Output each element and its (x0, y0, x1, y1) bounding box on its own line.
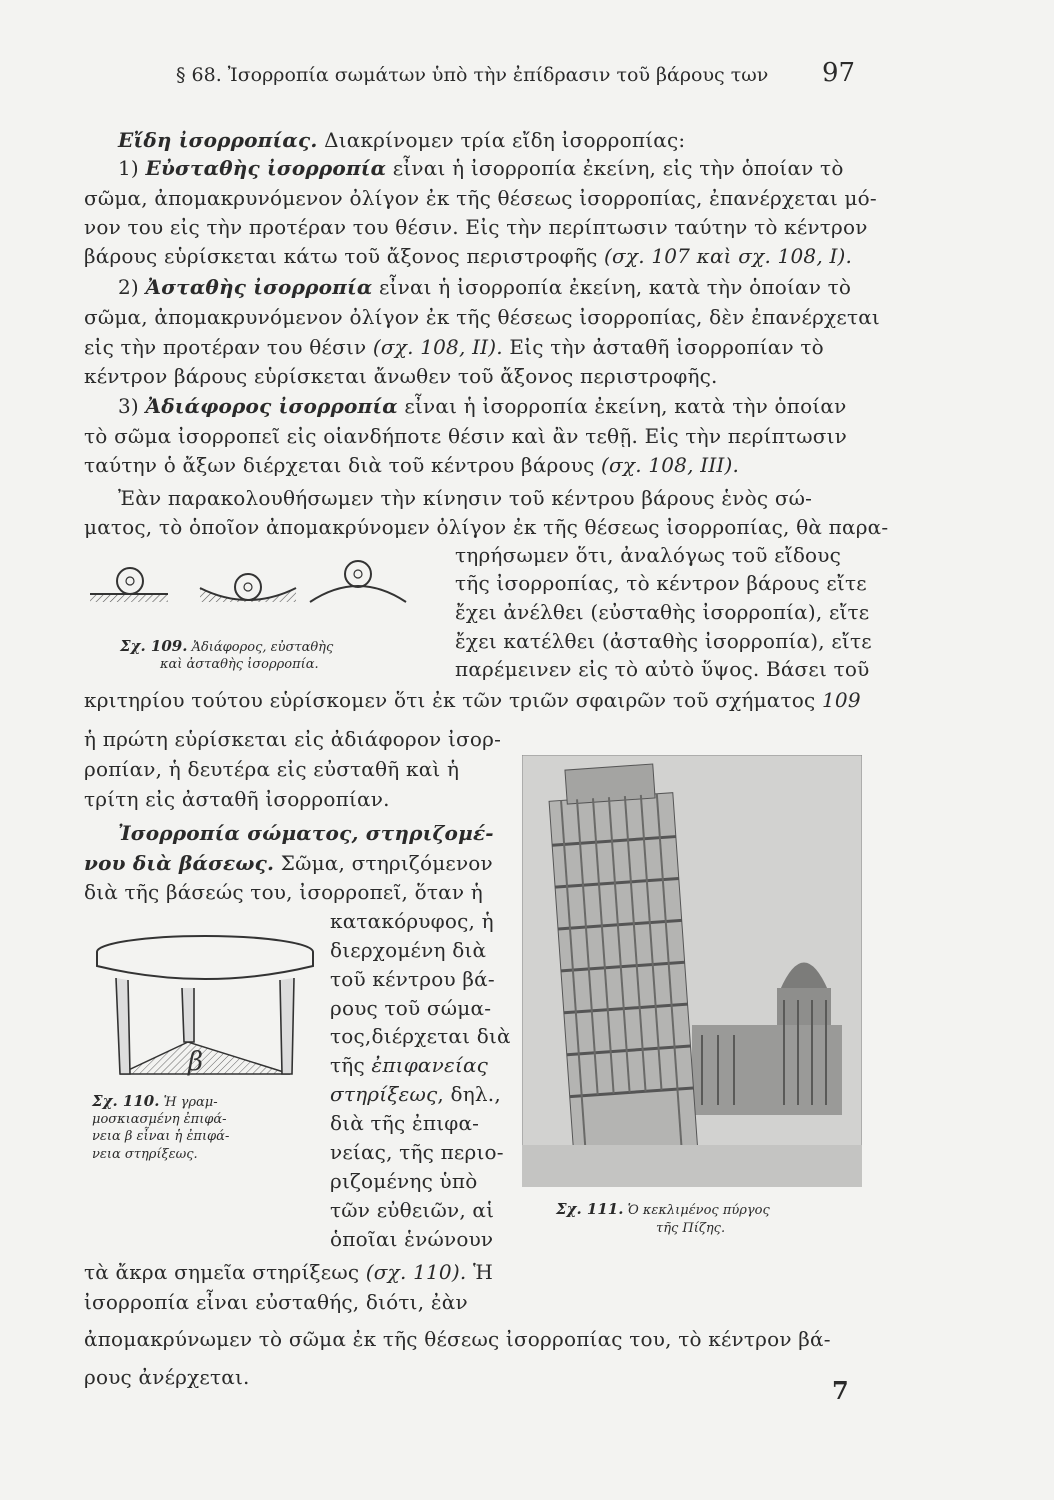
fig110-caption-line2: μοσκιασμένη ἐπιφά- (92, 1112, 227, 1127)
item3-term: Ἀδιάφορος ἰσορροπία (145, 394, 398, 418)
para4-line3 (84, 688, 861, 712)
fig111-label: Σχ. 111. (556, 1200, 624, 1218)
item1-line1 (118, 156, 844, 180)
para4-line6: τρίτη εἰς ἀσταθῆ ἰσορροπίαν. (84, 787, 390, 811)
para5-line1 (84, 851, 493, 875)
item2-line1 (118, 275, 851, 299)
item1-text: εἶναι ἡ ἰσορροπία ἐκείνη, εἰς τὴν ὁποίαν τὸ (386, 156, 844, 180)
fig109-label: Σχ. 109. (120, 637, 188, 655)
running-header: § 68. Ἰσορροπία σωμάτων ὑπὸ τὴν ἐπίδρασιν τοῦ βάρους των (176, 64, 769, 86)
item2-text: Εἰς τὴν ἀσταθῆ ἰσορροπίαν τὸ (502, 335, 824, 359)
item2-number: 2) (118, 275, 146, 299)
para5-col10: ριζομένης ὑπὸ (330, 1169, 478, 1193)
item1-number: 1) (118, 156, 146, 180)
fig111-caption-text: Ὁ κεκλιμένος πύργος (623, 1203, 770, 1218)
figure-reference: (σχ. 108, III). (601, 453, 740, 477)
fig111-caption-line2: τῆς Πίζης. (656, 1221, 726, 1236)
leaning-tower (547, 763, 698, 1161)
fig111-tower-photo (522, 755, 862, 1187)
stable-ball (200, 574, 296, 602)
signature-mark: 7 (832, 1376, 849, 1405)
para4-right3: ἔχει ἀνέλθει (εὐσταθὴς ἰσορροπία), εἴτε (455, 600, 870, 624)
para5-line4: ἰσορροπία εἶναι εὐσταθής, διότι, ἐὰν (84, 1290, 468, 1314)
para5-text: τὰ ἄκρα σημεῖα στηρίξεως (84, 1260, 366, 1284)
para4-right4: ἔχει κατέλθει (ἀσταθὴς ἰσορροπία), εἴτε (455, 629, 872, 653)
figure-reference: (σχ. 108, II). (372, 335, 503, 359)
item2-term: Ἀσταθὴς ἰσορροπία (145, 275, 373, 299)
figure-reference: 109 (821, 688, 861, 712)
para5-line3 (84, 1260, 493, 1284)
item3-line2: τὸ σῶμα ἰσορροπεῖ εἰς οἱανδήποτε θέσιν καὶ ἂν τεθῇ. Εἰς τὴν περίπτωσιν (84, 424, 848, 448)
item1-term: Εὐσταθὴς ἰσορροπία (145, 156, 387, 180)
para5-col3: τοῦ κέντρου βά- (330, 967, 495, 991)
para5-heading: νου διὰ βάσεως. (84, 851, 275, 875)
para4-line1: Ἐὰν παρακολουθήσωμεν τὴν κίνησιν τοῦ κέντρου βάρους ἑνὸς σώ- (118, 486, 813, 510)
fig109-caption-text: Ἀδιάφορος, εὐσταθὴς (187, 640, 334, 655)
item3-line3 (84, 453, 739, 477)
fig109-caption-line1 (120, 638, 333, 656)
fig109-caption-line2: καὶ ἀσταθὴς ἰσορροπία. (160, 657, 319, 672)
para5-col8: διὰ τῆς ἐπιφα- (330, 1111, 480, 1135)
intro-line (118, 128, 685, 152)
para5-col7 (330, 1082, 501, 1106)
indifferent-ball (90, 568, 168, 602)
para5-line5: ἀπομακρύνωμεν τὸ σῶμα ἐκ τῆς θέσεως ἰσορροπίας του, τὸ κέντρον βά- (84, 1327, 831, 1351)
item1-line3: νον του εἰς τὴν προτέραν του θέσιν. Εἰς τὴν περίπτωσιν ταύτην τὸ κέντρον (84, 215, 868, 239)
page-number: 97 (822, 58, 856, 88)
para5-col2: διερχομένη διὰ (330, 938, 487, 962)
para5-col12: ὁποῖαι ἑνώνουν (330, 1227, 494, 1251)
fig110-label: Σχ. 110. (92, 1092, 160, 1110)
para5-col11: τῶν εὐθειῶν, αἱ (330, 1198, 495, 1222)
figure-reference: (σχ. 110). (365, 1260, 467, 1284)
section-heading: Εἴδη ἰσορροπίας. (118, 128, 318, 152)
fig110-stool-drawing (92, 930, 318, 1080)
para5-line2: διὰ τῆς βάσεώς του, ἰσορροπεῖ, ὅταν ἡ (84, 880, 483, 904)
para4-right1: τηρήσωμεν ὅτι, ἀναλόγως τοῦ εἴδους (455, 543, 842, 567)
item3-text: ταύτην ὁ ἄξων διέρχεται διὰ τοῦ κέντρου βάρους (84, 453, 602, 477)
para5-col1: κατακόρυφος, ἡ (330, 909, 494, 933)
unstable-ball (310, 561, 406, 602)
para5-text: , δηλ., (437, 1082, 501, 1106)
para5-text: Ἡ (466, 1260, 494, 1284)
fig111-caption-line1 (556, 1201, 770, 1219)
item2-line2: σῶμα, ἀπομακρυνόμενον ὀλίγον ἐκ τῆς θέσεως ἰσορροπίας, δὲν ἐπανέρχεται (84, 305, 880, 329)
para4-line5: ροπίαν, ἡ δευτέρα εἰς εὐσταθῆ καὶ ἡ (84, 757, 460, 781)
item2-text: εἰς τὴν προτέραν του θέσιν (84, 335, 373, 359)
para5-col4: ρους τοῦ σώμα- (330, 996, 492, 1020)
fig110-beta-label: β (188, 1047, 204, 1077)
para5-col9: νείας, τῆς περιο- (330, 1140, 504, 1164)
fig109-drawing (88, 560, 408, 610)
emphasis: στηρίξεως (330, 1082, 438, 1106)
item2-line4: κέντρον βάρους εὑρίσκεται ἄνωθεν τοῦ ἄξονος περιστροφῆς. (84, 364, 718, 388)
para5-col6 (330, 1053, 488, 1077)
para4-right2: τῆς ἰσορροπίας, τὸ κέντρον βάρους εἴτε (455, 571, 867, 595)
para5-text: τῆς (330, 1053, 372, 1077)
item1-text: βάρους εὑρίσκεται κάτω τοῦ ἄξονος περιστροφῆς (84, 244, 605, 268)
item3-line1 (118, 394, 846, 418)
fig110-caption-line1 (92, 1093, 218, 1111)
para4-text: κριτηρίου τούτου εὑρίσκομεν ὅτι ἐκ τῶν τριῶν σφαιρῶν τοῦ σχήματος (84, 688, 822, 712)
para5-line6: ρους ἀνέρχεται. (84, 1365, 250, 1389)
para4-line2: ματος, τὸ ὁποῖον ἀπομακρύνομεν ὀλίγον ἐκ τῆς θέσεως ἰσορροπίας, θὰ παρα- (84, 515, 889, 539)
fig110-caption-line3: νεια β εἶναι ἡ ἐπιφά- (92, 1129, 230, 1144)
item1-line2: σῶμα, ἀπομακρυνόμενον ὀλίγον ἐκ τῆς θέσεως ἰσορροπίας, ἐπανέρχεται μό- (84, 186, 877, 210)
item2-text: εἶναι ἡ ἰσορροπία ἐκείνη, κατὰ τὴν ὁποίαν τὸ (372, 275, 852, 299)
figure-reference: (σχ. 107 καὶ σχ. 108, I). (604, 244, 853, 268)
para5-col5: τος,διέρχεται διὰ (330, 1024, 511, 1048)
para5-heading-line1: Ἰσορροπία σώματος, στηριζομέ- (118, 821, 494, 845)
item3-number: 3) (118, 394, 146, 418)
emphasis: ἐπιφανείας (371, 1053, 489, 1077)
fig110-caption-text: Ἡ γραμ- (159, 1095, 218, 1110)
para4-line4: ἡ πρώτη εὑρίσκεται εἰς ἀδιάφορον ἰσορ- (84, 727, 502, 751)
para5-text: Σῶμα, στηριζόμενον (274, 851, 493, 875)
para4-right5: παρέμεινεν εἰς τὸ αὐτὸ ὕψος. Βάσει τοῦ (455, 657, 870, 681)
fig110-caption-line4: νεια στηρίξεως. (92, 1147, 198, 1162)
intro-text: Διακρίνομεν τρία εἴδη ἰσορροπίας: (317, 128, 686, 152)
item3-text: εἶναι ἡ ἰσορροπία ἐκείνη, κατὰ τὴν ὁποίαν (397, 394, 847, 418)
item2-line3 (84, 335, 824, 359)
item1-line4 (84, 244, 852, 268)
